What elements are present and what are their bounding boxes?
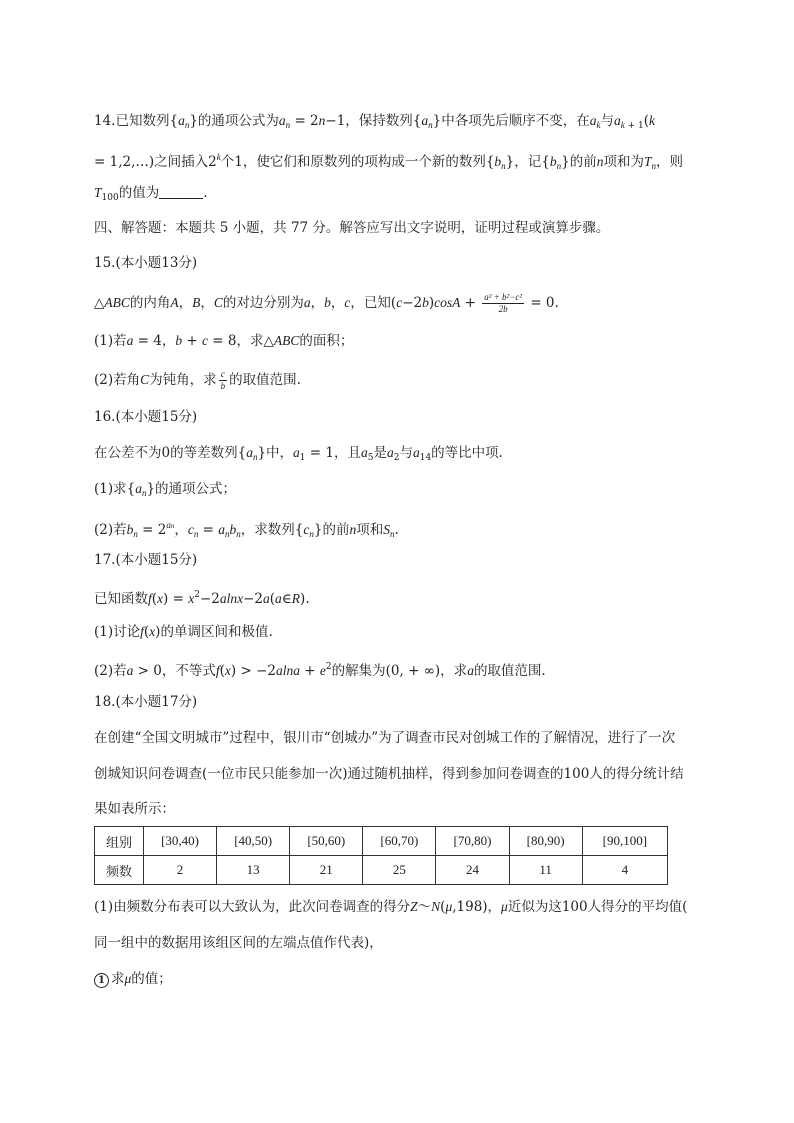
table-cell: 24 bbox=[436, 856, 509, 885]
q14-line2: = 1,2,…)之间插入2$^k$个1，使它们和原数列的项构成一个新的数列$\{b_n\}$，记$\{b_n\}$的前n项和为$T_n$，则 bbox=[94, 152, 683, 171]
q16-part1: (1)求$\{a_n\}$的通项公式； bbox=[94, 481, 237, 498]
q16-line1: 在公差不为0的等差数列$\{a_n\}$中，$a_1 = 1$，且$a_5$是$a_2$与$a_{14}$的等比中项. bbox=[94, 445, 503, 463]
q15-part1: (1)若a = 4，b + c = 8，求△ABC的面积； bbox=[94, 333, 354, 349]
fraction: $\frac{c}{b}$ bbox=[220, 369, 226, 391]
table-cell: [50,60) bbox=[290, 827, 363, 856]
q17-line1: 已知函数$f(x) = x^2-2alnx-2a(a\in R)$. bbox=[94, 590, 310, 607]
table-cell: 2 bbox=[144, 856, 217, 885]
q15-part2: (2)若角C为钝角，求 $\frac{c}{b}$ 的取值范围. bbox=[94, 369, 301, 391]
q15-header: 15.(本小题13分) bbox=[94, 255, 198, 271]
table-cell: 13 bbox=[217, 856, 290, 885]
answer-blank bbox=[159, 184, 203, 199]
q14-line1: 14.已知数列$\{a_n\}$的通项公式为$a_n = 2n-1$，保持数列$\{a_n\}$中各项先后顺序不变，在$a_k$与$a_{k + 1}(k$ bbox=[94, 113, 656, 131]
table-cell: [70,80) bbox=[436, 827, 509, 856]
table-cell: [30,40) bbox=[144, 827, 217, 856]
q18-header: 18.(本小题17分) bbox=[94, 694, 198, 710]
q18-subpart1: 1 求μ的值； bbox=[94, 969, 172, 989]
q18-line3: 果如表所示： bbox=[94, 801, 175, 817]
q18-line2: 创城知识问卷调查(一位市民只能参加一次)通过随机抽样，得到参加问卷调查的100人的得分统计结 bbox=[94, 766, 684, 782]
q18-line1: 在创建“全国文明城市”过程中，银川市“创城办”为了调查市民对创城工作的了解情况，进行了一次 bbox=[94, 730, 676, 746]
table-row bbox=[95, 827, 668, 856]
frequency-table bbox=[94, 826, 668, 885]
fraction: $\frac{\text{a² + b²−c²}}{2b}$ bbox=[484, 292, 523, 314]
table-cell: 21 bbox=[290, 856, 363, 885]
table-row-label: 组别 bbox=[95, 827, 144, 856]
section-heading: 四、解答题：本题共 5 小题，共 77 分。解答应写出文字说明，证明过程或演算步骤。 bbox=[94, 220, 610, 236]
q14-line3: $T_{100}$的值为 . bbox=[94, 185, 208, 203]
table-cell: [40,50) bbox=[217, 827, 290, 856]
q17-part2: (2)若a > 0，不等式$f(x) > -2alna + e^2$的解集为(0, + ∞)，求a的取值范围. bbox=[94, 662, 546, 679]
q18-part1-line1: (1)由频数分布表可以大致认为，此次问卷调查的得分Z～N(μ,198)，μ近似为这100人得分的平均值( bbox=[94, 899, 688, 915]
q17-part1: (1)讨论f(x)的单调区间和极值. bbox=[94, 624, 273, 640]
q16-part2: (2)若$b_n = 2^{an}$，$c_n = a_nb_n$，求数列$\{c_n\}$的前n项和$S_n$. bbox=[94, 520, 399, 539]
table-cell: 4 bbox=[582, 856, 667, 885]
table-row bbox=[95, 856, 668, 885]
table-cell: [80,90) bbox=[509, 827, 582, 856]
q15-line1: △ABC的内角A，B，C的对边分别为a，b，c，已知(c−2b)cosA + $\frac{\text{a² + b²−c²}}{2b}$ = 0. bbox=[94, 292, 559, 314]
table-cell: 25 bbox=[363, 856, 436, 885]
q16-header: 16.(本小题15分) bbox=[94, 409, 198, 425]
table-cell: [60,70) bbox=[363, 827, 436, 856]
circled-number: 1 bbox=[94, 973, 109, 988]
q17-header: 17.(本小题15分) bbox=[94, 552, 198, 568]
table-cell: 11 bbox=[509, 856, 582, 885]
table-cell: [90,100] bbox=[582, 827, 667, 856]
table-row-label: 频数 bbox=[95, 856, 144, 885]
q18-part1-line2: 同一组中的数据用该组区间的左端点值作代表)， bbox=[94, 935, 383, 951]
